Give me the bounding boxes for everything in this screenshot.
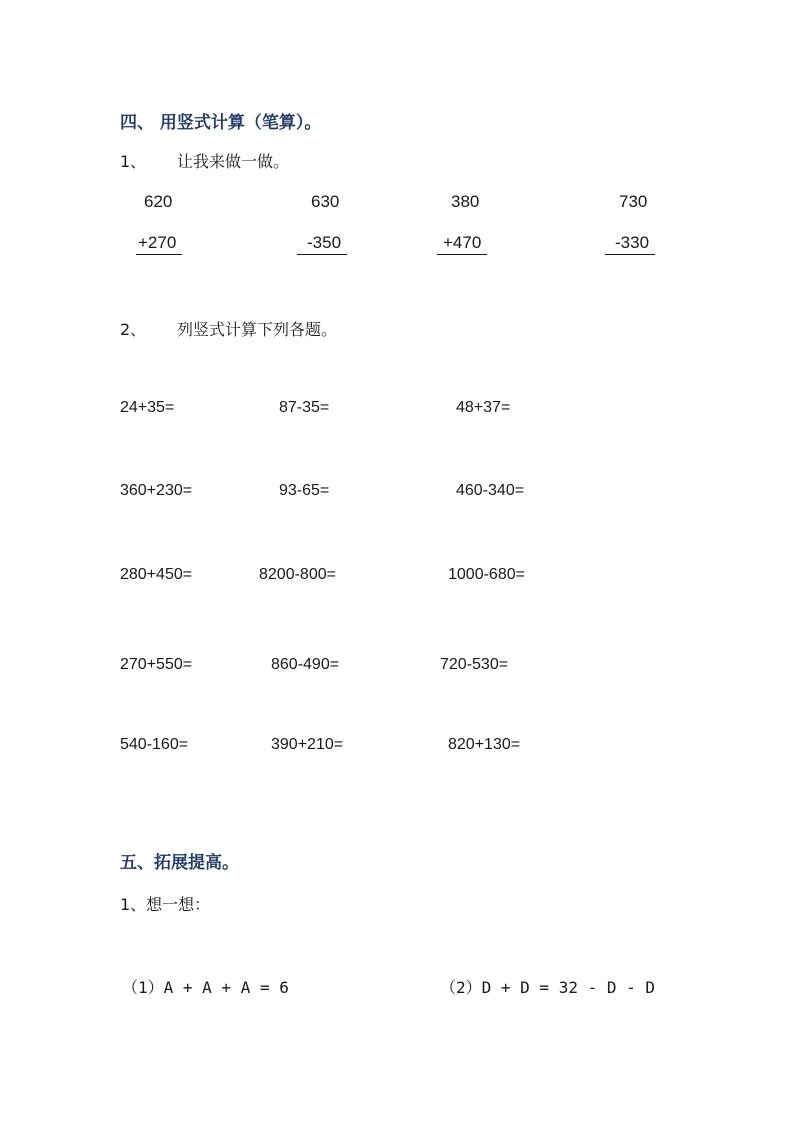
equation: 280+450=	[120, 566, 193, 583]
equation: 860-490=	[271, 656, 340, 673]
vertical-problem-1-bottom: +270	[136, 233, 182, 255]
equation: 48+37=	[456, 399, 511, 416]
puzzle-1: （1）A + A + A = 6	[122, 978, 289, 997]
equation: 820+130=	[448, 736, 521, 753]
vertical-problem-2-bottom: -350	[297, 233, 347, 255]
equation: 8200-800=	[259, 566, 336, 583]
puzzle-2: （2）D + D = 32 - D - D	[440, 978, 656, 997]
equation: 460-340=	[456, 482, 525, 499]
equation: 540-160=	[120, 736, 189, 753]
equation: 360+230=	[120, 482, 193, 499]
question-1-text: 让我来做一做。	[177, 152, 290, 171]
vertical-problem-4-bottom: -330	[605, 233, 655, 255]
equation: 24+35=	[120, 399, 175, 416]
question-2-text: 列竖式计算下列各题。	[177, 320, 338, 339]
section-5-question-1: 1、想一想：	[120, 895, 211, 914]
question-2-label: 2、	[120, 320, 147, 339]
equation: 1000-680=	[448, 566, 525, 583]
vertical-problem-3-top: 380	[451, 192, 480, 211]
equation: 270+550=	[120, 656, 193, 673]
equation: 93-65=	[279, 482, 330, 499]
vertical-problem-2-top: 630	[311, 192, 340, 211]
question-1-label: 1、	[120, 152, 147, 171]
section-4-title: 四、 用竖式计算（笔算）。	[120, 113, 322, 133]
vertical-problem-4-top: 730	[619, 192, 648, 211]
vertical-problem-1-top: 620	[144, 192, 173, 211]
equation: 87-35=	[279, 399, 330, 416]
equation: 720-530=	[440, 656, 509, 673]
section-5-title: 五、拓展提高。	[120, 853, 239, 873]
equation: 390+210=	[271, 736, 344, 753]
vertical-problem-3-bottom: +470	[437, 233, 487, 255]
